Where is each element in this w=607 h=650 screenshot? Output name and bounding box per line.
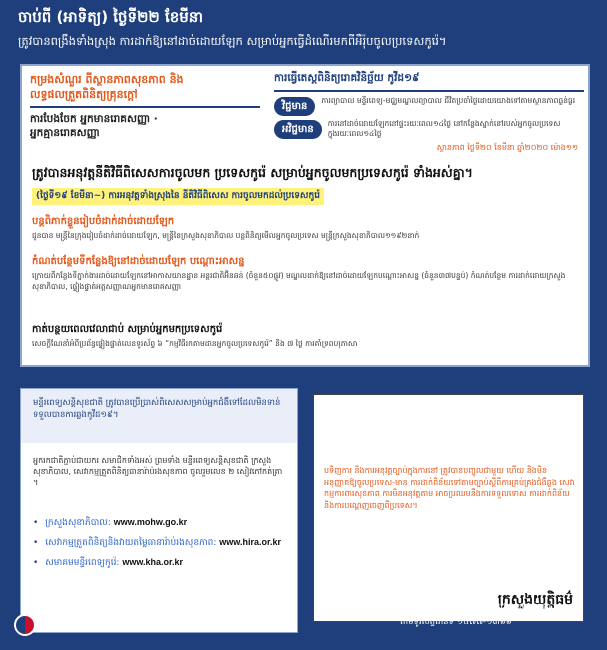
justice-notice-text: បទិញការ និងការអនុវត្តច្បាប់ក្នុងការនៅ ត្រូវបានបញ្ចូលជាមួយ ហើយ និងមិនអនុញ្ញាតឱ្យចូលប្រទេស-មាន ការដាក់ពិន័យទៅតាមច្បាប់ស្តីពីការគ្រប់គ្រងជំងឺឆ្លង សេវាកម្មការពារសុខភាព ការមិនអនុវត្តតាម អាចប្រឈមនឹងការទទួលទោស ការដាក់ពិន័យ និងការបណ្តេញចេញពីប្រទេស។	[324, 466, 575, 510]
negative-text: ការនៅដាច់ដោយឡែកនៅផ្ទះរយៈពេល១៤ថ្ងៃ នៅកន្លែងស្នាក់នៅរបស់អ្នកចូលប្រទេស ក្នុងរយៈពេល១៤ថ្ងៃ	[327, 119, 561, 138]
section-text: ជូនបាន មន្ត្រីនៃក្រុងរៀបចំដាក់ដាច់ដោយឡែក, មន្ត្រីនៃក្រសួងសុខាភិបាល បន្តពិនិត្យមើលអ្នកចូលប្រទេស មន្ត្រីក្រសួងសុខាភិបាល១១៩២នាក់	[32, 231, 420, 240]
questionnaire-title: កម្រងសំណួរ ពីស្ថានភាពសុខភាព និង	[30, 73, 184, 86]
section-staff	[32, 214, 580, 242]
justice-notice-panel	[313, 394, 584, 622]
classification-line2: អ្នកគ្មានរោគសញ្ញា	[30, 127, 100, 139]
main-title: ត្រូវបានអនុវត្តនីតិវិធីពិសេសការចូលមក ប្រទេសកូរ៉េ សម្រាប់អ្នកចូលមកប្រទេសកូរ៉េ ទាំងអស់គ្នា។	[32, 165, 473, 180]
link-label: សេវាកម្មត្រួតពិនិត្យនិងវាយតម្លៃធានារ៉ាប់រងសុខភាព:	[45, 538, 217, 548]
translation-note	[400, 600, 600, 630]
link-label: សមាគមមន្ទីរពេទ្យកូរ៉េ:	[45, 558, 120, 568]
test-result-block	[274, 72, 584, 154]
health-questionnaire-block	[30, 72, 266, 140]
link-label: ក្រសួងសុខាភិបាល:	[45, 518, 111, 528]
bullet-icon: •	[33, 558, 39, 568]
header-date: ចាប់ពី (អាទិត្យ) ថ្ងៃទី២២ ខែមីនា	[18, 8, 204, 26]
hospital-info-body-text: អ្នករកជាតិភ្ជាប់ជាយករ សមាជិកទាំងអស់ ព្រមទាំង មន្ទីរពេទ្យសន្តិសុខជាតិ ក្រសួងសុខាភិបាល, សេវាកម្មត្រួតពិនិត្យធានារ៉ាប់រងសុខភាព ចូលរួមលេខ ២ សៀវភៅកត់ត្រា ។	[33, 456, 283, 487]
ministry-signature: ក្រសួងយុត្តិធម៌	[497, 592, 573, 608]
hospital-info-panel	[20, 388, 298, 633]
link-mohw[interactable]	[33, 516, 285, 530]
test-title: ការធ្វើតេស្តពិនិត្យរោគវិនិច្ឆ័យ កូវីដ១៩	[274, 72, 420, 84]
bullet-icon: •	[33, 518, 39, 528]
info-card	[20, 64, 590, 367]
ministry-logo	[14, 614, 141, 636]
link-kha[interactable]	[33, 556, 285, 570]
header-subtitle: ត្រូវបានពង្រឹងទាំងស្រុង ការដាក់ឱ្យនៅដាច់ដោយឡែក សម្រាប់អ្នកធ្វើដំណើរមកពីអឺរ៉ុបចូលប្រទេសកូរ៉េ។	[18, 34, 447, 48]
status-date: ស្ថានភាព ថ្ងៃទី២០ ខែមីនា ឆ្នាំ២០២០ ម៉ោង១១	[436, 143, 578, 152]
section-time-reduction	[32, 322, 580, 350]
positive-text: ការព្យាបាល មន្ទីរពេទ្យ-មជ្ឈមណ្ឌលព្យាបាល ជីវិតប្រចាំថ្ងៃដោយយោងទៅតាមស្ថានភាពធ្ងន់ធ្ងរ	[321, 96, 576, 105]
translation-note-line1: ការបកប្រែនេះ គឺធ្វើឡើងដោយមជ្ឈមណ្ឌលប្រឹក្សា	[400, 602, 551, 612]
taegeuk-logo-icon	[14, 614, 36, 636]
classification-line1: ការបែងចែក អ្នកមានរោគសញ្ញា ·	[30, 113, 158, 125]
section-text: សេចក្តីណែនាំអំពីប្រព័ន្ធផ្ទៀងផ្ទាត់លេខទូរស័ព្ទ ៦ “កម្មវិធីរកតាមដានអ្នកចូលប្រទេសកូរ៉េ” និង ៧ ថ្ងៃ ការគាំទ្រពហុភាសា	[32, 339, 358, 348]
link-list	[33, 516, 285, 570]
link-url[interactable]: www.mohw.go.kr	[113, 517, 188, 527]
section-heading: កាត់បន្ថយពេលវេលាជាប់ សម្រាប់អ្នកមកប្រទេសកូរ៉េ	[32, 324, 223, 335]
link-url[interactable]: www.kha.or.kr	[122, 557, 184, 567]
positive-row	[274, 96, 584, 116]
hospital-info-header	[21, 389, 297, 443]
section-heading: បន្តពិភាក់ខ្លួនរៀបចំដាក់ដាច់ដោយឡែក	[32, 216, 175, 227]
link-hira[interactable]	[33, 536, 285, 550]
divider	[30, 106, 260, 108]
hospital-info-text: មន្ទីរពេទ្យសន្តិសុខជាតិ ត្រូវបានប្រើប្រាស់ពិសេសសម្រាប់អ្នកជំងឺទៅដែលមិនទាន់ទទួលបានការឆ្លងកូវីដ១៩។	[33, 398, 281, 420]
ministry-name: ក្រសួងកិច្ចការនៅនិងក្រុងការ	[42, 619, 142, 630]
hospital-info-body	[21, 443, 297, 588]
positive-badge: វិជ្ជមាន	[274, 97, 315, 116]
translation-note-line2: តាមទូរស័ព្ទជាន់ទី ១៥៧៧-១៣៦៦	[400, 617, 512, 627]
section-text: ក្រោយពីកន្លែងទីភ្នាក់ងារដាច់ដោយឡែកនៅអាកាសយានដ្ឋាន អន្តរជាតិអ៊ីនឆន់ (ចំនួន៥០ផ្លូវ) មណ្ឌលដាក់ឱ្យនៅដាច់ដោយឡែកបណ្តោះអាសន្ន (ចំនួន៣៧បន្ទប់) កំណត់បន្ថែម ការដាក់ដោយក្រសួងសុខាភិបាល, ផ្ទៀងផ្ទាត់អត្តសញ្ញាណអ្នកមានរោគសញ្ញា	[32, 271, 566, 291]
section-facilities	[32, 254, 580, 292]
negative-row	[274, 119, 584, 139]
highlight-banner: (ថ្ងៃទី១៩ ខែមីនា~) ការអនុវត្តទាំងស្រុងនៃ នីតិវិធីពិសេស ការចូលមកដល់ប្រទេសកូរ៉េ	[32, 188, 324, 205]
questionnaire-title-line2: លទ្ធផលត្រួតពិនិត្យគ្រុនក្តៅ	[30, 88, 138, 101]
negative-badge: អវិជ្ជមាន	[274, 120, 322, 139]
bullet-icon: •	[33, 538, 39, 548]
section-heading: កំណត់បន្ថែមទីកន្លែងឱ្យនៅដាច់ដោយឡែក បណ្តោះអាសន្ន	[32, 256, 245, 267]
divider	[274, 90, 584, 92]
link-url[interactable]: www.hira.or.kr	[219, 537, 281, 547]
